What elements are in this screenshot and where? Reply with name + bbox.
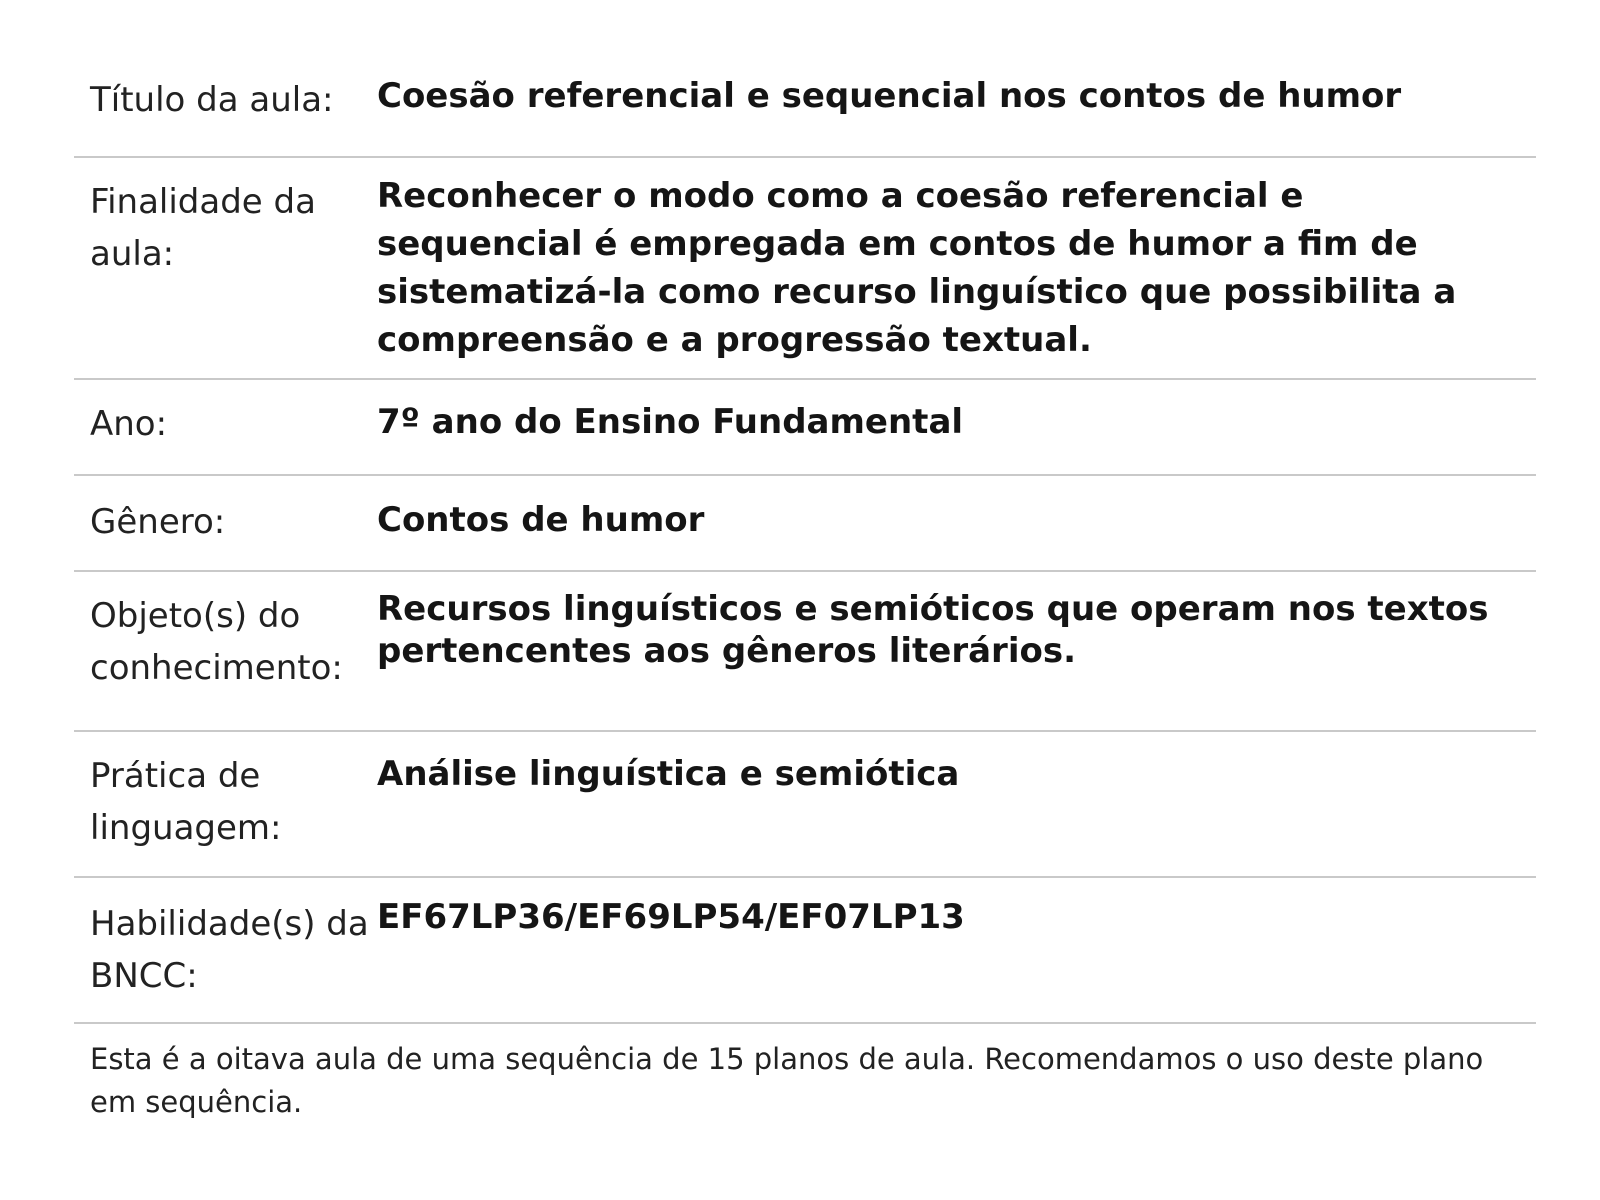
row-label: Finalidade da aula: — [90, 182, 316, 274]
row-value: EF67LP36/EF69LP54/EF07LP13 — [377, 897, 965, 937]
row-label: Ano: — [90, 404, 168, 444]
row-lesson-purpose — [74, 158, 1536, 380]
row-knowledge-objects — [74, 572, 1536, 732]
row-school-year — [74, 380, 1536, 476]
row-label: Habilidade(s) da BNCC: — [90, 904, 369, 996]
row-value: Contos de humor — [377, 500, 705, 540]
lesson-plan-table — [74, 40, 1536, 1124]
row-value: Reconhecer o modo como a coesão referencial e sequencial é empregada em contos de humor a fim de sistematizá-la como recurso linguístico que possibilita a compreensão e a progressão textual. — [377, 176, 1457, 360]
row-bncc-skills — [74, 878, 1536, 1024]
sequence-note: Esta é a oitava aula de uma sequência de 15 planos de aula. Recomendamos o uso deste plano em sequência. — [90, 1042, 1484, 1119]
row-label: Prática de linguagem: — [90, 756, 282, 848]
row-value: Análise linguística e semiótica — [377, 754, 960, 794]
row-genre — [74, 476, 1536, 572]
row-value: Recursos linguísticos e semióticos que operam nos textos pertencentes aos gêneros literários. — [377, 589, 1489, 671]
row-lesson-title — [74, 40, 1536, 158]
row-label: Gênero: — [90, 502, 226, 542]
row-value: 7º ano do Ensino Fundamental — [377, 402, 964, 442]
row-label: Título da aula: — [90, 80, 334, 120]
row-label: Objeto(s) do conhecimento: — [90, 596, 343, 688]
row-language-practice — [74, 732, 1536, 878]
row-value: Coesão referencial e sequencial nos contos de humor — [377, 76, 1402, 116]
